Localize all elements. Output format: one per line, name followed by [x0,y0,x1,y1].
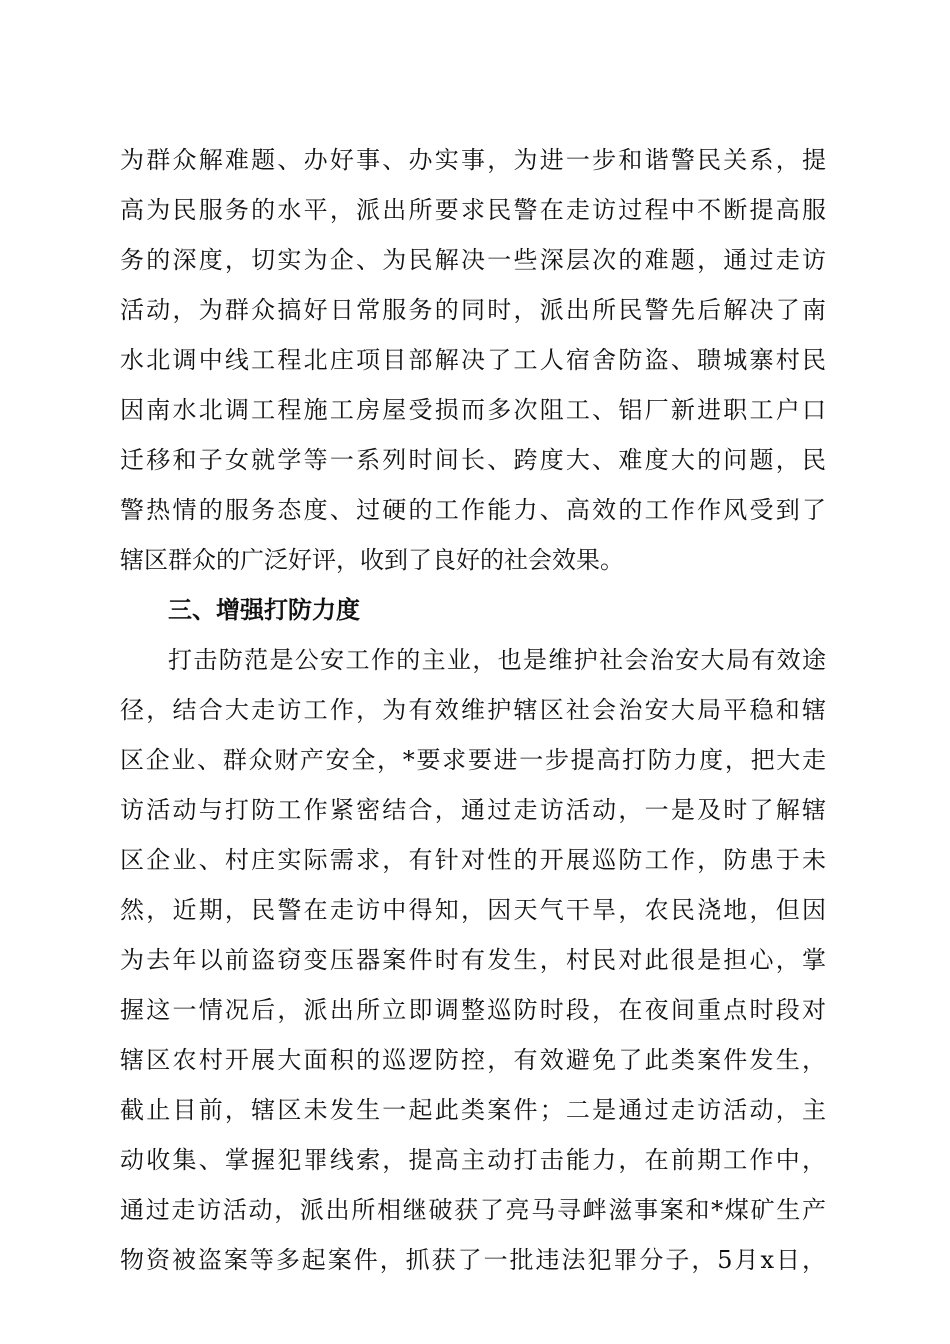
paragraph1-line: 辖区群众的广泛好评，收到了良好的社会效果。 [120,546,624,574]
paragraph2-line: 动收集、掌握犯罪线索，提高主动打击能力，在前期工作中， [120,1146,826,1174]
paragraph2-line: 截止目前，辖区未发生一起此类案件；二是通过走访活动，主 [120,1096,826,1124]
paragraph2-line: 打击防范是公安工作的主业，也是维护社会治安大局有效途 [168,646,826,674]
paragraph2-line: 通过走访活动，派出所相继破获了亮马寻衅滋事案和*煤矿生产 [120,1196,826,1224]
paragraph2-line: 握这一情况后，派出所立即调整巡防时段，在夜间重点时段对 [120,996,826,1024]
paragraph2-line: 访活动与打防工作紧密结合，通过走访活动，一是及时了解辖 [120,796,826,824]
paragraph1-line: 警热情的服务态度、过硬的工作能力、高效的工作作风受到了 [120,496,826,524]
paragraph2-line: 然，近期，民警在走访中得知，因天气干旱，农民浇地，但因 [120,896,826,924]
paragraph1-line: 高为民服务的水平，派出所要求民警在走访过程中不断提高服 [120,196,826,224]
paragraph1-line: 活动，为群众搞好日常服务的同时，派出所民警先后解决了南 [120,296,826,324]
paragraph1-line: 迁移和子女就学等一系列时间长、跨度大、难度大的问题，民 [120,446,826,474]
paragraph1-line: 因南水北调工程施工房屋受损而多次阻工、铝厂新进职工户口 [120,396,826,424]
paragraph2-line: 辖区农村开展大面积的巡逻防控，有效避免了此类案件发生， [120,1046,826,1074]
paragraph2-line: 径，结合大走访工作，为有效维护辖区社会治安大局平稳和辖 [120,696,826,724]
paragraph2-line: 区企业、村庄实际需求，有针对性的开展巡防工作，防患于未 [120,846,826,874]
paragraph1-line: 为群众解难题、办好事、办实事，为进一步和谐警民关系，提 [120,146,826,174]
paragraph1-line: 务的深度，切实为企、为民解决一些深层次的难题，通过走访 [120,246,826,274]
paragraph2-line: 区企业、群众财产安全，*要求要进一步提高打防力度，把大走 [120,746,826,774]
paragraph2-line: 物资被盗案等多起案件，抓获了一批违法犯罪分子，5月x日， [120,1246,826,1274]
paragraph2-line: 为去年以前盗窃变压器案件时有发生，村民对此很是担心，掌 [120,946,826,974]
section-heading: 三、增强打防力度 [168,596,360,624]
paragraph1-line: 水北调中线工程北庄项目部解决了工人宿舍防盗、聩城寨村民 [120,346,826,374]
